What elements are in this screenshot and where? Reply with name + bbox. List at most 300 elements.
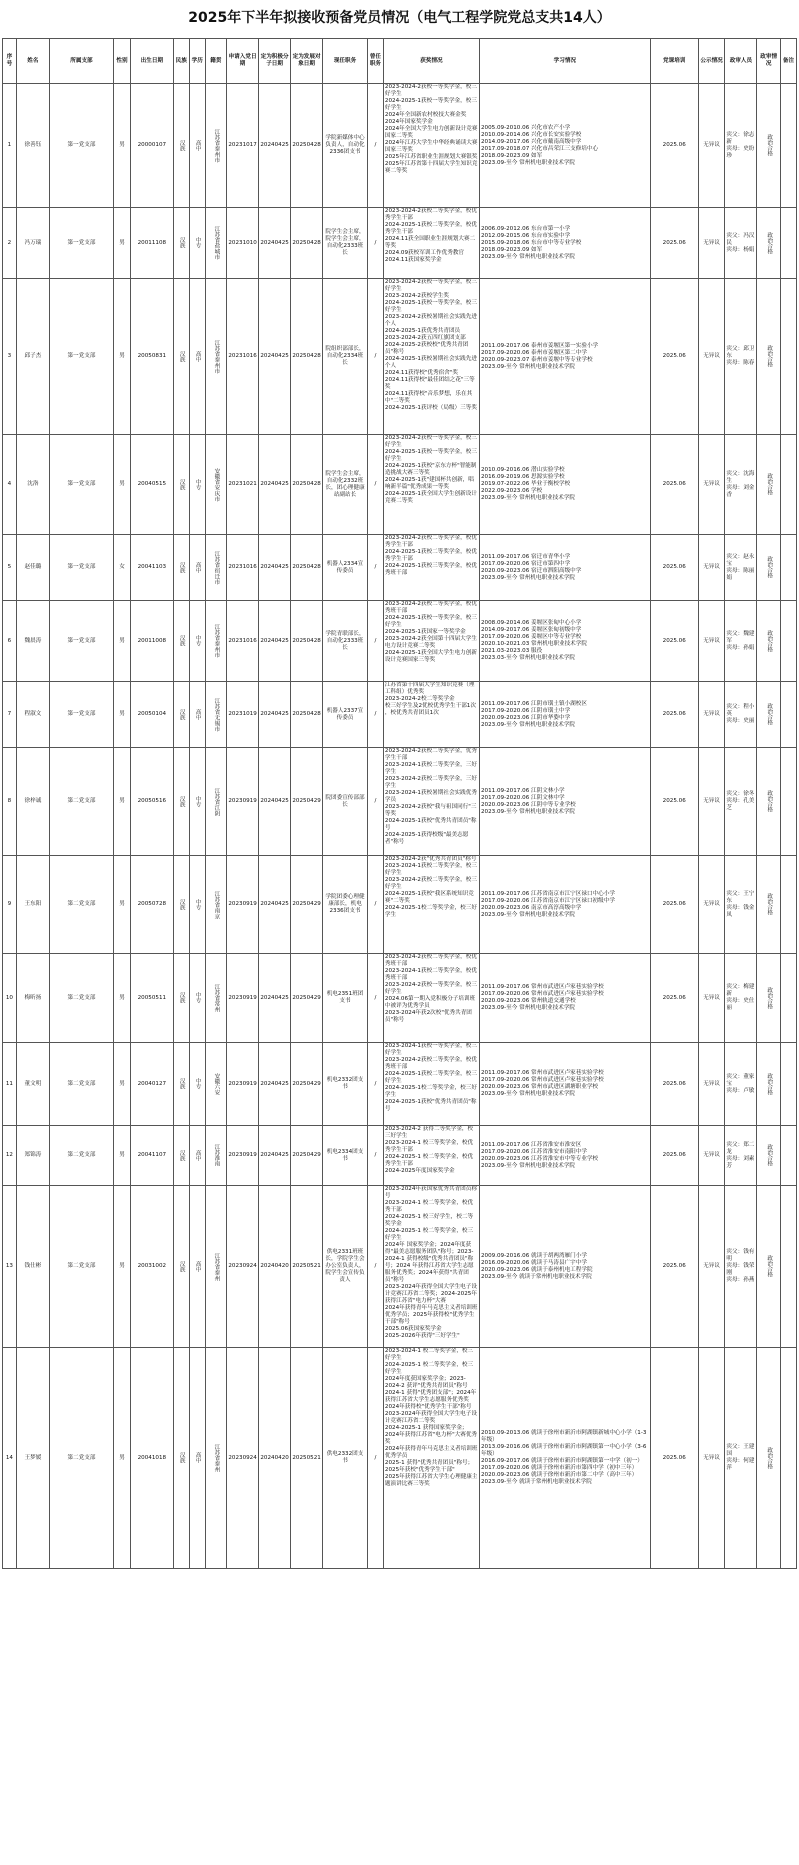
reviewer-cell: 宾父：梅建新 宾母：史仕丽	[725, 954, 757, 1043]
column-header: 姓名	[16, 39, 49, 84]
row-number: 10	[3, 954, 17, 1043]
ethnicity-cell: 汉族	[173, 208, 189, 279]
origin-cell: 江苏省泰州市	[205, 279, 226, 435]
review-result-cell: 政治合格	[757, 435, 780, 535]
gender-cell: 男	[113, 435, 130, 535]
table-body	[3, 84, 797, 1569]
table-row	[3, 682, 797, 748]
column-header: 申请入党日期	[227, 39, 259, 84]
table-row	[3, 84, 797, 208]
review-result-cell: 政治合格	[757, 279, 780, 435]
previous-post-cell: /	[367, 84, 383, 208]
gender-cell: 男	[113, 748, 130, 856]
activist-date-cell: 20240425	[259, 1043, 291, 1126]
remark-cell	[780, 84, 796, 208]
publicity-cell: 无异议	[698, 748, 725, 856]
awards-cell: 2023-2024-2获校二等奖学金，校优秀班干部 2023-2024-1获校二等奖学金，校优秀班干部 2023-2024-2获校一等奖学金，校三好学生 2024.06第一期入党积极分子培训班中被评为优秀学员 2023-2024年获2次校"优秀共青团员"称号	[383, 954, 479, 1043]
review-result-cell: 政治合格	[757, 1186, 780, 1348]
reviewer-cell: 宾父：郑二龙 宾母：刘素芳	[725, 1126, 757, 1186]
table-row	[3, 435, 797, 535]
reviewer-cell: 宾父：冯汉民 宾母：杨娟	[725, 208, 757, 279]
branch-cell: 第二党支部	[49, 1348, 113, 1569]
name-cell: 魏晨涛	[16, 601, 49, 682]
current-post-cell: 供电2331班班长，学院学生会办公室负责人，院学生会宣传负责人	[323, 1186, 368, 1348]
study-history-cell: 2010.09-2016.06 潜山实验学校 2016.09-2019.06 思源实验学校 2019.07-2022.06 毕业于衡校学校 2022.09-2023.06 学校 2023.09-至今 常州机电职业技术学院	[479, 435, 650, 535]
ethnicity-cell: 汉族	[173, 954, 189, 1043]
apply-date-cell: 20231016	[227, 279, 259, 435]
table-row	[3, 535, 797, 601]
apply-date-cell: 20230919	[227, 856, 259, 954]
current-post-cell: 院组织部部长，自动化2334班长	[323, 279, 368, 435]
remark-cell	[780, 856, 796, 954]
previous-post-cell: /	[367, 1126, 383, 1186]
review-result-cell: 政治合格	[757, 1348, 780, 1569]
ethnicity-cell: 汉族	[173, 601, 189, 682]
publicity-cell: 无异议	[698, 1043, 725, 1126]
table-row	[3, 748, 797, 856]
awards-cell: 2023-2024-2获校二等奖学金，校优秀班干部 2024-2025-1获校一等奖学金，校三好学生 2024-2025-1获国家一等奖学金 2023-2024-2获全国第十四届大学生电力设计竞赛二等奖 2024-2025-1获全国大学生电力创新设计竞赛国家三等奖	[383, 601, 479, 682]
education-cell: 高中	[189, 682, 205, 748]
branch-cell: 第二党支部	[49, 1126, 113, 1186]
review-result-cell: 政治合格	[757, 748, 780, 856]
column-header: 序号	[3, 39, 17, 84]
apply-date-cell: 20230919	[227, 1043, 259, 1126]
current-post-cell: 机电2351班团支书	[323, 954, 368, 1043]
publicity-cell: 无异议	[698, 954, 725, 1043]
review-result-cell: 政治合格	[757, 1126, 780, 1186]
column-header: 曾任职务	[367, 39, 383, 84]
ethnicity-cell: 汉族	[173, 682, 189, 748]
birth-date-cell: 20000107	[131, 84, 174, 208]
gender-cell: 男	[113, 856, 130, 954]
gender-cell: 男	[113, 954, 130, 1043]
column-header: 学习情况	[479, 39, 650, 84]
apply-date-cell: 20231019	[227, 682, 259, 748]
training-cell: 2025.06	[650, 279, 698, 435]
column-header: 学历	[189, 39, 205, 84]
column-header: 出生日期	[131, 39, 174, 84]
gender-cell: 男	[113, 1043, 130, 1126]
education-cell: 中专	[189, 856, 205, 954]
previous-post-cell: /	[367, 279, 383, 435]
awards-cell: 2023-2024年获国家优秀共青团员称号 2023-2024-1 校二等奖学金，校优秀干部 2024-2025-1 校三好学生，校二等奖学金 2024-2025-1 校二等奖学金，校三好学生 2024年 国家奖学金；2024年度获得"最美志愿服务团队"称号；2023-2024-1 获得校级"优秀共青团员"称号；2024 年获得江苏省大学生志愿服务优秀奖；2024年获得"共青团员"称号 2023-2024年获得全国大学生电子设计竞赛江苏省二等奖；2024-2025年获得江苏省"电力杯"大赛 2024年获得青年马克思主义者培训班优秀学员；2025年获得校"优秀学生干部"称号 2025.06获国家奖学金 2025-2026年获得"三好学生"	[383, 1186, 479, 1348]
candidate-date-cell: 20250521	[291, 1186, 323, 1348]
current-post-cell: 学院团委心理健康部长，机电2336团支书	[323, 856, 368, 954]
awards-cell: 江苏省第十四届大学生知识竞赛（理工科组）优秀奖 2023-2024-2校二等奖学金 校三好学生及2优校优秀学生干部1次 ，校优秀共青团员1次	[383, 682, 479, 748]
review-result-cell: 政治合格	[757, 1043, 780, 1126]
column-header: 公示情况	[698, 39, 725, 84]
document-title: 2025年下半年拟接收预备党员情况（电气工程学院党总支共14人）	[188, 10, 611, 26]
reviewer-cell: 宾父：徐冬 宾母：孔美芝	[725, 748, 757, 856]
name-cell: 程淑文	[16, 682, 49, 748]
education-cell: 中专	[189, 208, 205, 279]
study-history-cell: 2009.09-2016.06 就读于胡两湾雁门小学 2016.09-2020.06 就读于马涛县广宇中学 2020.09-2023.06 就读于泰州机电工程学院 2023.09-至今 就读于常州机电职业技术学院	[479, 1186, 650, 1348]
study-history-cell: 2011.09-2017.06 宿迁市青华小学 2017.09-2020.06 宿迁市第四中学 2020.09-2023.06 宿迁市泗阳高级中学 2023.09-至今 常州机电职业技术学院	[479, 535, 650, 601]
education-cell: 高中	[189, 1348, 205, 1569]
review-result-cell: 政治合格	[757, 84, 780, 208]
table-row	[3, 601, 797, 682]
branch-cell: 第一党支部	[49, 279, 113, 435]
gender-cell: 女	[113, 535, 130, 601]
study-history-cell: 2011.09-2017.06 常州市武进区卢家巷实验学校 2017.09-2020.06 常州市武进区卢家巷实验学校 2020.09-2023.06 常州市武进区湖塘职业学校 2023.09-至今 常州机电职业技术学院	[479, 1043, 650, 1126]
study-history-cell: 2006.09-2012.06 东台市第一小学 2012.09-2015.06 东台市实验中学 2015.09-2018.06 东台市中等专业学校 2018.09-2023.09 如军 2023.09-至今 常州机电职业技术学院	[479, 208, 650, 279]
row-number: 5	[3, 535, 17, 601]
study-history-cell: 2011.09-2017.06 江阴市璜土镇小湖校区 2017.09-2020.06 江阴市璜土中学 2020.09-2023.06 江阴市华姿中学 2023.09-至今 常州机电职业技术学院	[479, 682, 650, 748]
column-header: 党课培训	[650, 39, 698, 84]
education-cell: 中专	[189, 601, 205, 682]
training-cell: 2025.06	[650, 601, 698, 682]
apply-date-cell: 20231017	[227, 84, 259, 208]
remark-cell	[780, 748, 796, 856]
origin-cell: 安徽六安	[205, 1043, 226, 1126]
activist-date-cell: 20240425	[259, 279, 291, 435]
birth-date-cell: 20050516	[131, 748, 174, 856]
birth-date-cell: 20011108	[131, 208, 174, 279]
origin-cell: 江苏省盐城市	[205, 208, 226, 279]
column-header: 所属支部	[49, 39, 113, 84]
column-header: 政审情况	[757, 39, 780, 84]
birth-date-cell: 20050831	[131, 279, 174, 435]
branch-cell: 第一党支部	[49, 84, 113, 208]
apply-date-cell: 20231021	[227, 435, 259, 535]
column-header: 备注	[780, 39, 796, 84]
branch-cell: 第二党支部	[49, 1186, 113, 1348]
origin-cell: 江苏省泰州	[205, 1186, 226, 1348]
name-cell: 徐梓诚	[16, 748, 49, 856]
row-number: 2	[3, 208, 17, 279]
branch-cell: 第一党支部	[49, 682, 113, 748]
education-cell: 中专	[189, 1043, 205, 1126]
reviewer-cell: 宾父：程小英 宾母：史丽	[725, 682, 757, 748]
table-header-row	[3, 39, 797, 84]
previous-post-cell: /	[367, 856, 383, 954]
column-header: 定为积极分子日期	[259, 39, 291, 84]
apply-date-cell: 20230919	[227, 748, 259, 856]
activist-date-cell: 20240425	[259, 954, 291, 1043]
candidate-date-cell: 20250428	[291, 84, 323, 208]
remark-cell	[780, 535, 796, 601]
gender-cell: 男	[113, 208, 130, 279]
name-cell: 赵佳璐	[16, 535, 49, 601]
awards-cell: 2023-2024-2 获得二等奖学金，校三好学生 2023-2024-1 校三等奖学金，校优秀学生干部 2024-2025-1 校二等奖学金，校优秀学生干部 2024-2025年度国家奖学金	[383, 1126, 479, 1186]
origin-cell: 安徽省安庆市	[205, 435, 226, 535]
study-history-cell: 2008.09-2014.06 姜堰区张甸中心小学 2014.09-2017.06 姜堰区张甸初级中学 2017.09-2020.06 姜堰区中等专业学校 2020.10-2021.03 常州机电职业技术学院 2021.03-2023.03 服役 2023.03-至今 常州机电职业技术学院	[479, 601, 650, 682]
name-cell: 钱仕彬	[16, 1186, 49, 1348]
column-header: 现任职务	[323, 39, 368, 84]
previous-post-cell: /	[367, 435, 383, 535]
current-post-cell: 机电2332团支书	[323, 1043, 368, 1126]
name-cell: 董文明	[16, 1043, 49, 1126]
row-number: 6	[3, 601, 17, 682]
ethnicity-cell: 汉族	[173, 435, 189, 535]
training-cell: 2025.06	[650, 1186, 698, 1348]
remark-cell	[780, 1043, 796, 1126]
previous-post-cell: /	[367, 208, 383, 279]
awards-cell: 2023-2024-1 校二等奖学金，校三好学生 2024-2025-1 校二等奖学金，校三好学生 2024年度获国家奖学金；2023-2024-2 获评"优秀共青团员"称号 2024-1 获得"优秀团支部"；2024年获得江苏省大学生志愿服务优秀奖 2024年获得校"优秀学生干部"称号 2023-2024年获得全国大学生电子设计竞赛江苏省二等奖 2024-2025-1 获得国家奖学金；2024年获得江苏省"电力杯"大赛优秀奖 2024年获得青年马克思主义者培训班优秀学员 2025-1 获得"优秀共青团员"称号；2025年获校"优秀学生干部" 2025年获得江苏省大学生心理健康主题演讲比赛三等奖	[383, 1348, 479, 1569]
origin-cell: 江苏省江阴	[205, 748, 226, 856]
activist-date-cell: 20240420	[259, 1348, 291, 1569]
study-history-cell: 2011.09-2017.06 泰州市姜堰区第一实验小学 2017.09-2020.06 泰州市姜堰区第二中学 2020.09-2023.07 泰州市姜堰中等专业学校 2023.09-至今 常州机电职业技术学院	[479, 279, 650, 435]
remark-cell	[780, 279, 796, 435]
origin-cell: 江苏省泰州市	[205, 84, 226, 208]
origin-cell: 江苏省泰州	[205, 1348, 226, 1569]
activist-date-cell: 20240420	[259, 1186, 291, 1348]
gender-cell: 男	[113, 1348, 130, 1569]
publicity-cell: 无异议	[698, 601, 725, 682]
activist-date-cell: 20240425	[259, 856, 291, 954]
training-cell: 2025.06	[650, 84, 698, 208]
birth-date-cell: 20011008	[131, 601, 174, 682]
activist-date-cell: 20240425	[259, 1126, 291, 1186]
gender-cell: 男	[113, 1126, 130, 1186]
gender-cell: 男	[113, 84, 130, 208]
reviewer-cell: 宾父：魏建军 宾母：孙娟	[725, 601, 757, 682]
ethnicity-cell: 汉族	[173, 748, 189, 856]
candidate-table	[2, 38, 797, 1569]
training-cell: 2025.06	[650, 535, 698, 601]
gender-cell: 男	[113, 682, 130, 748]
row-number: 14	[3, 1348, 17, 1569]
education-cell: 高中	[189, 84, 205, 208]
remark-cell	[780, 601, 796, 682]
awards-cell: 2023-2024-2获校一等奖学金，校三好学生 2023-2024-2获校学生奖 2024-2025-1获校一等奖学金，校三好学生 2023-2024-2获校暑期社会实践先进个人 2024-2025-1获优秀共青团员 2023-2024-2获五四红旗团支部 2024-2025-2获校校"优秀共青团员"称号 2024-2025-1获校暑期社会实践先进个人 2024.11获得校"优秀宿舍"奖 2024.11获得校"最佳团结之花"三等奖 2024.11获得校"音乐梦想，乐在其中"二等奖 2024-2025-1获评校（局级）三等奖	[383, 279, 479, 435]
training-cell: 2025.06	[650, 748, 698, 856]
training-cell: 2025.06	[650, 856, 698, 954]
education-cell: 高中	[189, 535, 205, 601]
review-result-cell: 政治合格	[757, 601, 780, 682]
activist-date-cell: 20240425	[259, 435, 291, 535]
apply-date-cell: 20230919	[227, 954, 259, 1043]
ethnicity-cell: 汉族	[173, 1126, 189, 1186]
origin-cell: 江苏省泰州市	[205, 601, 226, 682]
current-post-cell: 供电2332团支书	[323, 1348, 368, 1569]
study-history-cell: 2011.09-2017.06 江阴文林小学 2017.09-2020.06 江阴文林中学 2020.09-2023.06 江阴中等专业学校 2023.09-至今 常州机电职业技术学院	[479, 748, 650, 856]
column-header: 籍贯	[205, 39, 226, 84]
awards-cell: 2023-2024-2获校二等奖学金，校优秀学生干部 2024-2025-1获校二等奖学金，校优秀学生干部 2024.11获全国职业生涯规划大赛二等奖 2024.09获校军训工作优秀教官 2024.11获国家奖学金	[383, 208, 479, 279]
activist-date-cell: 20240425	[259, 535, 291, 601]
row-number: 12	[3, 1126, 17, 1186]
origin-cell: 江苏省南京	[205, 856, 226, 954]
birth-date-cell: 20031002	[131, 1186, 174, 1348]
origin-cell: 江苏省常州	[205, 954, 226, 1043]
table-row	[3, 208, 797, 279]
candidate-date-cell: 20250429	[291, 1043, 323, 1126]
row-number: 1	[3, 84, 17, 208]
apply-date-cell: 20230924	[227, 1186, 259, 1348]
previous-post-cell: /	[367, 748, 383, 856]
remark-cell	[780, 682, 796, 748]
name-cell: 梅昕扬	[16, 954, 49, 1043]
activist-date-cell: 20240425	[259, 748, 291, 856]
name-cell: 徐善钰	[16, 84, 49, 208]
row-number: 7	[3, 682, 17, 748]
table-row	[3, 1043, 797, 1126]
birth-date-cell: 20040127	[131, 1043, 174, 1126]
training-cell: 2025.06	[650, 954, 698, 1043]
row-number: 11	[3, 1043, 17, 1126]
origin-cell: 江苏淮南	[205, 1126, 226, 1186]
branch-cell: 第二党支部	[49, 748, 113, 856]
reviewer-cell: 宾父：王建国 宾母：何建萍	[725, 1348, 757, 1569]
education-cell: 高中	[189, 1186, 205, 1348]
birth-date-cell: 20050728	[131, 856, 174, 954]
branch-cell: 第一党支部	[49, 535, 113, 601]
column-header: 政审人员	[725, 39, 757, 84]
gender-cell: 男	[113, 1186, 130, 1348]
reviewer-cell: 宾父：徐志新 宾母：史纷珍	[725, 84, 757, 208]
current-post-cell: 机器人2337宣传委员	[323, 682, 368, 748]
ethnicity-cell: 汉族	[173, 279, 189, 435]
candidate-date-cell: 20250429	[291, 1126, 323, 1186]
awards-cell: 2023-2024-2获校一等奖学金，校三好学生 2024-2025-1获校一等奖学金，校三好学生 2024-2025-1获校"京东方杯"智能制造挑战大赛三等奖 2024-2025-1获"建国杯共创新，唱响新半篇"优秀成果一等奖 2024-2025-1获全国大学生创新设计竞赛二等奖	[383, 435, 479, 535]
column-header: 定为发展对象日期	[291, 39, 323, 84]
remark-cell	[780, 1126, 796, 1186]
current-post-cell: 机电2334团支书	[323, 1126, 368, 1186]
awards-cell: 2023-2024-2获校二等奖学金，优秀学生干部 2023-2024-1获校二等奖学金，三好学生 2023-2024-2获校二等奖学金，三好学生 2023-2024-1获校暑期社会实践优秀学员 2023-2024-2获校"我与祖国同行"三等奖 2024-2025-1获校"优秀共青团员"称号 2024-2025-1获得校级"最美志愿者"称号	[383, 748, 479, 856]
current-post-cell: 院学生会主席，院学生会主席，自动化2333班长	[323, 208, 368, 279]
training-cell: 2025.06	[650, 435, 698, 535]
previous-post-cell: /	[367, 535, 383, 601]
publicity-cell: 无异议	[698, 1126, 725, 1186]
name-cell: 郑锦涛	[16, 1126, 49, 1186]
apply-date-cell: 20230924	[227, 1348, 259, 1569]
current-post-cell: 院学生会主席，自动化2332班长，团心理健康站副站长	[323, 435, 368, 535]
education-cell: 高中	[189, 1126, 205, 1186]
table-row	[3, 1186, 797, 1348]
origin-cell: 江苏省宿迁市	[205, 535, 226, 601]
table-row	[3, 279, 797, 435]
activist-date-cell: 20240425	[259, 84, 291, 208]
birth-date-cell: 20050511	[131, 954, 174, 1043]
candidate-date-cell: 20250428	[291, 208, 323, 279]
branch-cell: 第二党支部	[49, 954, 113, 1043]
origin-cell: 江苏省无锡市	[205, 682, 226, 748]
previous-post-cell: /	[367, 954, 383, 1043]
reviewer-cell: 宾父：董家宝 宾母：卢敏	[725, 1043, 757, 1126]
row-number: 3	[3, 279, 17, 435]
awards-cell: 2023-2024-2获校二等奖学金，校优秀学生干部 2024-2025-1获校二等奖学金，校优秀学生干部 2024-2025-1获校三等奖学金，校优秀班干部	[383, 535, 479, 601]
ethnicity-cell: 汉族	[173, 1348, 189, 1569]
training-cell: 2025.06	[650, 682, 698, 748]
candidate-date-cell: 20250429	[291, 748, 323, 856]
ethnicity-cell: 汉族	[173, 856, 189, 954]
branch-cell: 第一党支部	[49, 208, 113, 279]
name-cell: 邱子杰	[16, 279, 49, 435]
remark-cell	[780, 1186, 796, 1348]
previous-post-cell: /	[367, 601, 383, 682]
candidate-date-cell: 20250521	[291, 1348, 323, 1569]
publicity-cell: 无异议	[698, 84, 725, 208]
review-result-cell: 政治合格	[757, 856, 780, 954]
review-result-cell: 政治合格	[757, 682, 780, 748]
remark-cell	[780, 208, 796, 279]
study-history-cell: 2011.09-2017.06 江苏省淮安市淮安区 2017.09-2020.06 江苏省淮安市南阳中学 2020.09-2023.06 江苏省淮安市中等专业学校 2023.09-至今 常州机电职业技术学院	[479, 1126, 650, 1186]
row-number: 4	[3, 435, 17, 535]
candidate-date-cell: 20250429	[291, 856, 323, 954]
birth-date-cell: 20041107	[131, 1126, 174, 1186]
apply-date-cell: 20231016	[227, 601, 259, 682]
reviewer-cell: 宾父：沈海生 宾母：刘金香	[725, 435, 757, 535]
candidate-date-cell: 20250428	[291, 601, 323, 682]
table-row	[3, 1126, 797, 1186]
publicity-cell: 无异议	[698, 1348, 725, 1569]
review-result-cell: 政治合格	[757, 535, 780, 601]
training-cell: 2025.06	[650, 1126, 698, 1186]
previous-post-cell: /	[367, 1186, 383, 1348]
candidate-date-cell: 20250428	[291, 435, 323, 535]
remark-cell	[780, 954, 796, 1043]
reviewer-cell: 宾父：邱卫东 宾母：陈春	[725, 279, 757, 435]
name-cell: 王梦媛	[16, 1348, 49, 1569]
row-number: 8	[3, 748, 17, 856]
education-cell: 中专	[189, 435, 205, 535]
candidate-date-cell: 20250428	[291, 535, 323, 601]
publicity-cell: 无异议	[698, 435, 725, 535]
gender-cell: 男	[113, 601, 130, 682]
ethnicity-cell: 汉族	[173, 1186, 189, 1348]
study-history-cell: 2011.09-2017.06 江苏省南京市江宁区禄口中心小学 2017.09-2020.06 江苏省南京市江宁区禄口初级中学 2020.09-2023.06 南京市高淳高级中学 2023.09-至今 常州机电职业技术学院	[479, 856, 650, 954]
row-number: 9	[3, 856, 17, 954]
study-history-cell: 2010.09-2013.06 就读于徐州市新沂市阿湖镇新城中心小学（1-3年级） 2013.09-2016.06 就读于徐州市新沂市阿湖镇第一中心小学（3-6年级） 2016.09-2017.06 就读于徐州市新沂市阿湖镇第一中学（初一） 2017.09-2020.06 就读于徐州市新沂市第四中学（初中三年） 2020.09-2023.06 就读于徐州市新沂市第二中学（高中三年） 2023.09-至今 就读于常州机电职业技术学院	[479, 1348, 650, 1569]
study-history-cell: 2005.09-2010.06 兴化市农产小学 2010.09-2014.06 兴化市长安实验学校 2014.09-2017.06 兴化市戴南高级中学 2017.09-2018.07 兴化市昌荣江三支修培中心 2018.09-2023.09 如军 2023.09-至今 常州机电职业技术学院	[479, 84, 650, 208]
column-header: 性别	[113, 39, 130, 84]
candidate-date-cell: 20250429	[291, 954, 323, 1043]
publicity-cell: 无异议	[698, 208, 725, 279]
apply-date-cell: 20230919	[227, 1126, 259, 1186]
publicity-cell: 无异议	[698, 682, 725, 748]
current-post-cell: 院团委宣传部部长	[323, 748, 368, 856]
branch-cell: 第二党支部	[49, 856, 113, 954]
activist-date-cell: 20240425	[259, 208, 291, 279]
education-cell: 高中	[189, 279, 205, 435]
awards-cell: 2023-2024-1获校一等奖学金，校三好学生 2023-2024-2获校二等奖学金，校优秀班干部 2024-2025-1获校二等奖学金，校三好学生 2024-2025-1校二等奖学金，校三好学生 2024-2025-1获校"优秀共青团员"称号	[383, 1043, 479, 1126]
publicity-cell: 无异议	[698, 535, 725, 601]
awards-cell: 2023-2024-2获校一等奖学金，校三好学生 2024-2025-1获校一等奖学金，校三好学生 2024年全国新农村校技大赛金奖 2024年国家奖学金 2024年全国大学生电力创新设计竞赛国家二等奖 2024年江苏大学生中华经典诵读大赛国家三等奖 2025年江苏省职业生涯规划大赛银奖 2025年江苏省第十四届大学生知识竞赛二等奖	[383, 84, 479, 208]
review-result-cell: 政治合格	[757, 208, 780, 279]
publicity-cell: 无异议	[698, 856, 725, 954]
birth-date-cell: 20040515	[131, 435, 174, 535]
name-cell: 沈洛	[16, 435, 49, 535]
apply-date-cell: 20231010	[227, 208, 259, 279]
branch-cell: 第一党支部	[49, 435, 113, 535]
name-cell: 冯万瑞	[16, 208, 49, 279]
ethnicity-cell: 汉族	[173, 1043, 189, 1126]
name-cell: 王东阳	[16, 856, 49, 954]
branch-cell: 第二党支部	[49, 1043, 113, 1126]
table-row	[3, 856, 797, 954]
candidate-date-cell: 20250428	[291, 682, 323, 748]
current-post-cell: 学院新媒体中心负责人，自动化2336团支书	[323, 84, 368, 208]
activist-date-cell: 20240425	[259, 601, 291, 682]
apply-date-cell: 20231016	[227, 535, 259, 601]
column-header: 获奖情况	[383, 39, 479, 84]
birth-date-cell: 20041018	[131, 1348, 174, 1569]
table-row	[3, 1348, 797, 1569]
study-history-cell: 2011.09-2017.06 常州市武进区卢家巷实验学校 2017.09-2020.06 常州市武进区卢家巷实验学校 2020.09-2023.06 常州轨道交通学校 2023.09-至今 常州机电职业技术学院	[479, 954, 650, 1043]
remark-cell	[780, 435, 796, 535]
previous-post-cell: /	[367, 682, 383, 748]
branch-cell: 第一党支部	[49, 601, 113, 682]
training-cell: 2025.06	[650, 1348, 698, 1569]
current-post-cell: 学院青联部长，自动化2333班长	[323, 601, 368, 682]
remark-cell	[780, 1348, 796, 1569]
education-cell: 中专	[189, 954, 205, 1043]
previous-post-cell: /	[367, 1348, 383, 1569]
reviewer-cell: 宾父：钱有明 宾母：钱荣刚 宾母：孙燕	[725, 1186, 757, 1348]
current-post-cell: 机器人2334宣传委员	[323, 535, 368, 601]
previous-post-cell: /	[367, 1043, 383, 1126]
candidate-date-cell: 20250428	[291, 279, 323, 435]
